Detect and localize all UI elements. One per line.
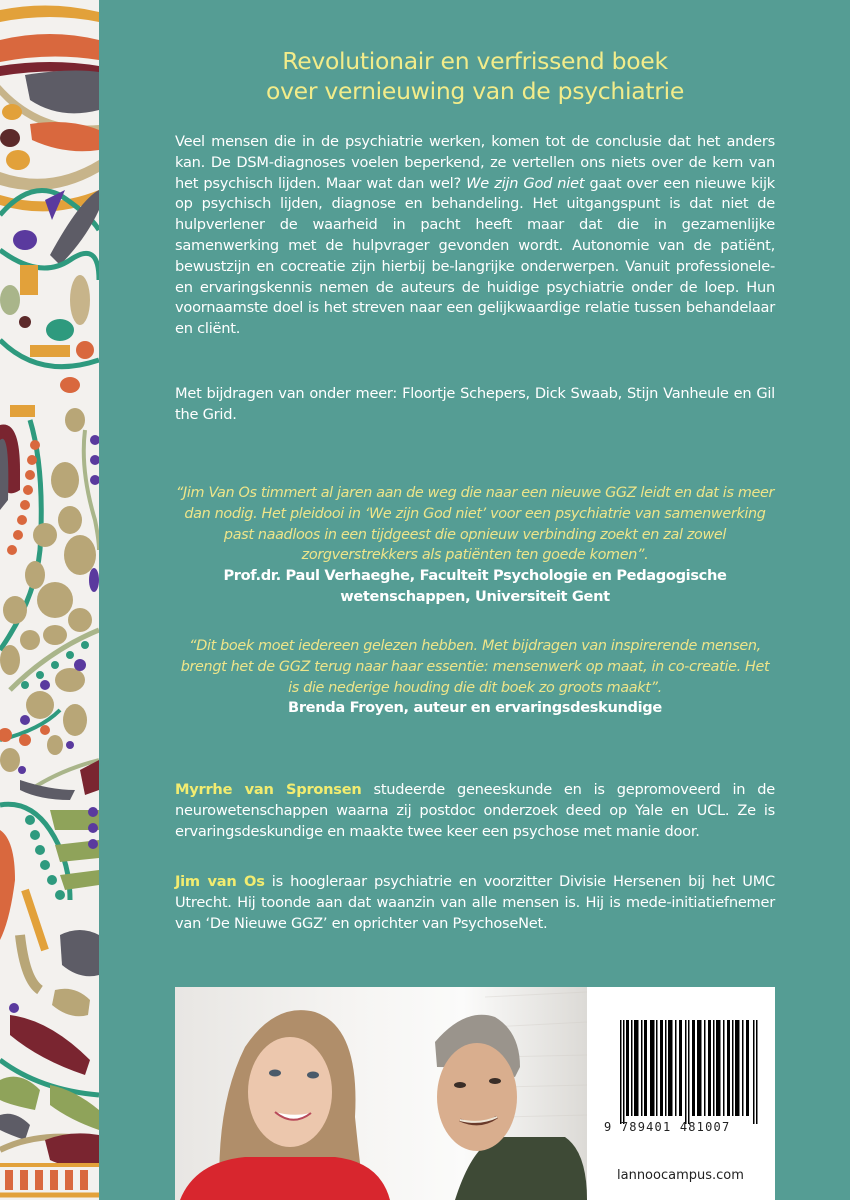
- headline-line-1: Revolutionair en verfrissend boek: [282, 47, 668, 75]
- author-name: Jim van Os: [175, 873, 265, 890]
- headline-line-2: over vernieuwing van de psychiatrie: [266, 77, 684, 105]
- isbn-number: 9 789401 481007: [604, 1120, 731, 1134]
- author-bio-jim: [175, 872, 775, 934]
- quote-text: “Dit boek moet iedereen gelezen hebben. Met bijdragen van inspirerende mensen, brengt het de GGZ terug naar haar essentie: mensenwerk op maat, in co-creatie. Het is die nederige houding die dit boek zo groots maakt”.: [180, 638, 770, 696]
- description-part-1: Veel mensen die in de psychiatrie werken, komen tot de conclusie dat het anders kan. De DSM-diagnoses voelen beperkend, ze vertellen ons niets over de kern van het psychisch lijden. Maar wat dan wel?: [175, 133, 775, 192]
- book-description: [175, 132, 775, 340]
- decorative-artwork-strip: [0, 0, 99, 1200]
- barcode-box: [587, 987, 775, 1200]
- author-name: Myrrhe van Spronsen: [175, 781, 362, 798]
- quote-source: Prof.dr. Paul Verhaeghe, Faculteit Psychologie en Pedagogische wetenschappen, Universiteit Gent: [223, 567, 727, 605]
- back-cover-headline: [175, 46, 775, 106]
- author-bio-text: studeerde geneeskunde en is gepromoveerd in de neurowetenschappen waarna zij postdoc onderzoek deed op Yale en UCL. Ze is ervaringsdeskundige en maakte twee keer een psychose met manie door.: [175, 781, 775, 840]
- quote-text: “Jim Van Os timmert al jaren aan de weg die naar een nieuwe GGZ leidt en dat is meer dan nodig. Het pleidooi in ‘We zijn God niet’ voor een psychiatrie van samenwerking past naadloos in een tijdgeest die opnieuw verbinding zoekt en zal zowel zorgverstrekkers als patiënten ten goede komen”.: [175, 485, 775, 564]
- book-title-inline: We zijn God niet: [466, 174, 585, 192]
- endorsement-quote-1: [175, 483, 775, 608]
- quote-source: Brenda Froyen, auteur en ervaringsdeskundige: [288, 699, 662, 717]
- endorsement-quote-2: [175, 636, 775, 719]
- publisher-website[interactable]: lannoocampus.com: [617, 1168, 744, 1183]
- author-bio-text: is hoogleraar psychiatrie en voorzitter Divisie Hersenen bij het UMC Utrecht. Hij toonde aan dat waanzin van alle mensen is. Hij is mede-initiatiefnemer van ‘De Nieuwe GGZ’ en oprichter van PsychoseNet.: [175, 873, 775, 932]
- authors-photo: [175, 987, 587, 1200]
- isbn-barcode: [620, 1020, 760, 1124]
- contributors-text: Met bijdragen van onder meer: Floortje Schepers, Dick Swaab, Stijn Vanheule en Gil the Grid.: [175, 385, 775, 423]
- author-bio-myrrhe: [175, 780, 775, 842]
- description-part-2: gaat over een nieuwe kijk op psychisch lijden, diagnose en behandeling. Het uitgangspunt is dat niet de hulpverlener de waarheid in pacht heeft maar dat die in gezamenlijke samenwerking met de hulpvrager gevonden wordt. Autonomie van de patiënt, bewustzijn en cocreatie zijn hierbij be-langrijke onderwerpen. Vanuit professionele- en ervaringskennis nemen de auteurs de huidige psychiatrie onder de loep. Hun voornaamste doel is het streven naar een gelijkwaardige relatie tussen behandelaar en cliënt.: [175, 174, 775, 338]
